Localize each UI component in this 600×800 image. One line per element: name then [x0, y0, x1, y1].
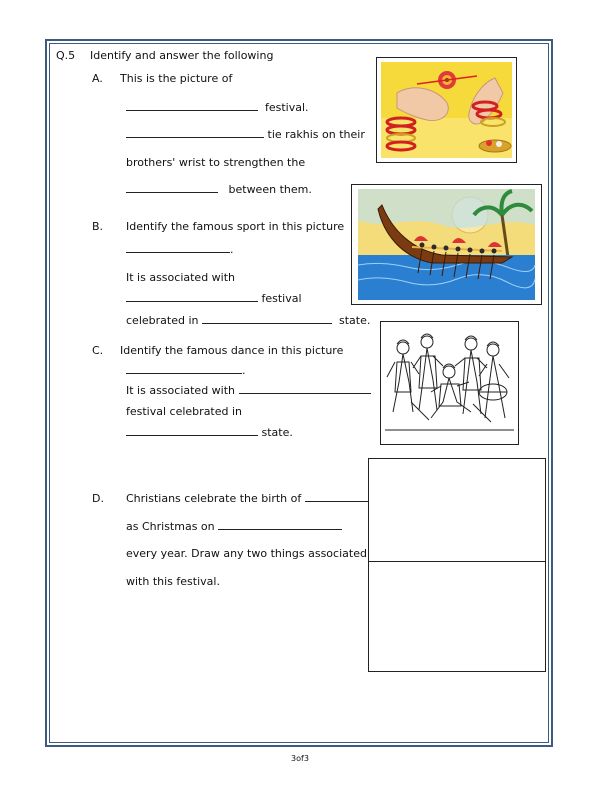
answer-blank[interactable] — [126, 251, 230, 253]
answer-blank[interactable] — [126, 136, 264, 138]
part-b-line3: It is associated with — [126, 271, 236, 284]
part-d-line1-prefix: Christians celebrate the birth of — [126, 492, 302, 505]
answer-blank[interactable] — [126, 434, 258, 436]
answer-blank[interactable] — [202, 322, 332, 324]
dance-line-drawing — [381, 322, 518, 444]
part-c-line5-suffix: state. — [261, 426, 293, 439]
page-number: 3of3 — [291, 754, 309, 763]
boat-race-illustration — [352, 185, 541, 304]
part-d-line4: with this festival. — [126, 575, 220, 588]
question-title: Identify and answer the following — [90, 49, 274, 62]
part-b-line4 — [126, 292, 302, 305]
part-c-line4: festival celebrated in — [126, 405, 243, 418]
part-d-line2 — [126, 520, 342, 533]
part-b-letter: B. — [92, 220, 104, 233]
part-c-line3 — [126, 384, 371, 397]
answer-blank[interactable] — [126, 109, 258, 111]
answer-blank[interactable] — [305, 500, 369, 502]
part-c-line3-prefix: It is associated with — [126, 384, 236, 397]
answer-blank[interactable] — [126, 300, 258, 302]
part-a-line5-suffix: between them. — [228, 183, 312, 196]
answer-blank[interactable] — [126, 191, 218, 193]
part-c-line1: Identify the famous dance in this picture — [120, 344, 344, 357]
dance-image — [380, 321, 519, 445]
part-a-letter: A. — [92, 72, 103, 85]
part-c-line2-suffix: . — [242, 364, 246, 377]
part-c-line2 — [126, 364, 246, 377]
part-b-line2 — [126, 243, 234, 256]
part-d-line1 — [126, 492, 369, 505]
part-b-line5-prefix: celebrated in — [126, 314, 199, 327]
part-c-letter: C. — [92, 344, 104, 357]
part-d-letter: D. — [92, 492, 104, 505]
part-b-line5-suffix: state. — [338, 314, 371, 327]
part-a-line2 — [126, 101, 309, 114]
part-c-line5 — [126, 426, 293, 439]
answer-blank[interactable] — [218, 528, 342, 530]
part-a-line2-suffix: festival. — [265, 101, 309, 114]
part-a-line5 — [126, 183, 312, 196]
question-number: Q.5 — [56, 49, 76, 62]
part-a-line4: brothers' wrist to strengthen the — [126, 156, 306, 169]
boat-race-image — [351, 184, 542, 305]
part-d-line2-prefix: as Christmas on — [126, 520, 215, 533]
part-b-line4-suffix: festival — [261, 292, 302, 305]
rakhi-illustration — [377, 58, 516, 162]
drawing-box-1[interactable] — [368, 458, 546, 562]
part-a-line1: This is the picture of — [120, 72, 233, 85]
part-d-line3: every year. Draw any two things associated — [126, 547, 367, 560]
part-b-line2-suffix: . — [230, 243, 234, 256]
part-b-line1: Identify the famous sport in this picture — [126, 220, 345, 233]
answer-blank[interactable] — [239, 392, 371, 394]
rakhi-image — [376, 57, 517, 163]
answer-blank[interactable] — [126, 372, 242, 374]
part-a-line3 — [126, 128, 365, 141]
drawing-box-2[interactable] — [368, 561, 546, 672]
part-b-line5 — [126, 314, 370, 327]
part-a-line3-suffix: tie rakhis on their — [267, 128, 365, 141]
